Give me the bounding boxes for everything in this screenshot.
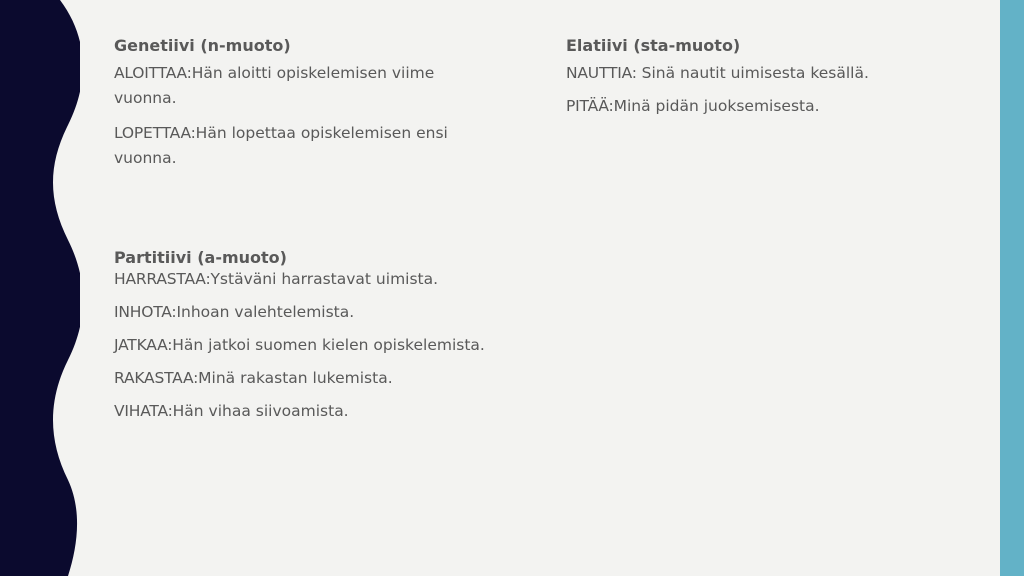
verb: JATKAA:	[114, 336, 173, 354]
genetiivi-title: Genetiivi (n-muoto)	[114, 36, 291, 55]
example-sentence	[114, 61, 474, 111]
sentence: Sinä nautit uimisesta kesällä.	[636, 64, 869, 82]
sentence: Minä pidän juoksemisesta.	[613, 97, 820, 115]
verb: NAUTTIA:	[566, 64, 637, 82]
sentence: Hän lopettaa opiskelemisen ensi vuonna.	[114, 124, 448, 167]
sentence: Hän aloitti opiskelemisen viime vuonna.	[114, 64, 435, 107]
genetiivi-section	[114, 36, 474, 181]
example-sentence	[114, 366, 514, 391]
sentence: Inhoan valehtelemista.	[176, 303, 355, 321]
example-sentence	[566, 61, 926, 86]
verb: ALOITTAA:	[114, 64, 192, 82]
partitiivi-section	[114, 248, 514, 432]
elatiivi-section	[566, 36, 926, 127]
verb: PITÄÄ:	[566, 97, 614, 115]
example-sentence	[566, 94, 926, 119]
example-sentence	[114, 300, 514, 325]
sentence: Hän jatkoi suomen kielen opiskelemista.	[172, 336, 485, 354]
example-sentence	[114, 267, 514, 292]
example-sentence	[114, 399, 514, 424]
verb: LOPETTAA:	[114, 124, 196, 142]
sentence: Ystäväni harrastavat uimista.	[210, 270, 439, 288]
example-sentence	[114, 333, 514, 358]
sentence: Minä rakastan lukemista.	[198, 369, 393, 387]
example-sentence	[114, 121, 474, 171]
sentence: Hän vihaa siivoamista.	[172, 402, 349, 420]
verb: VIHATA:	[114, 402, 173, 420]
verb: INHOTA:	[114, 303, 177, 321]
accent-bar	[1000, 0, 1024, 576]
verb: RAKASTAA:	[114, 369, 199, 387]
partitiivi-title: Partitiivi (a-muoto)	[114, 248, 287, 267]
wave-decoration	[0, 0, 80, 576]
verb: HARRASTAA:	[114, 270, 211, 288]
elatiivi-title: Elatiivi (sta-muoto)	[566, 36, 741, 55]
